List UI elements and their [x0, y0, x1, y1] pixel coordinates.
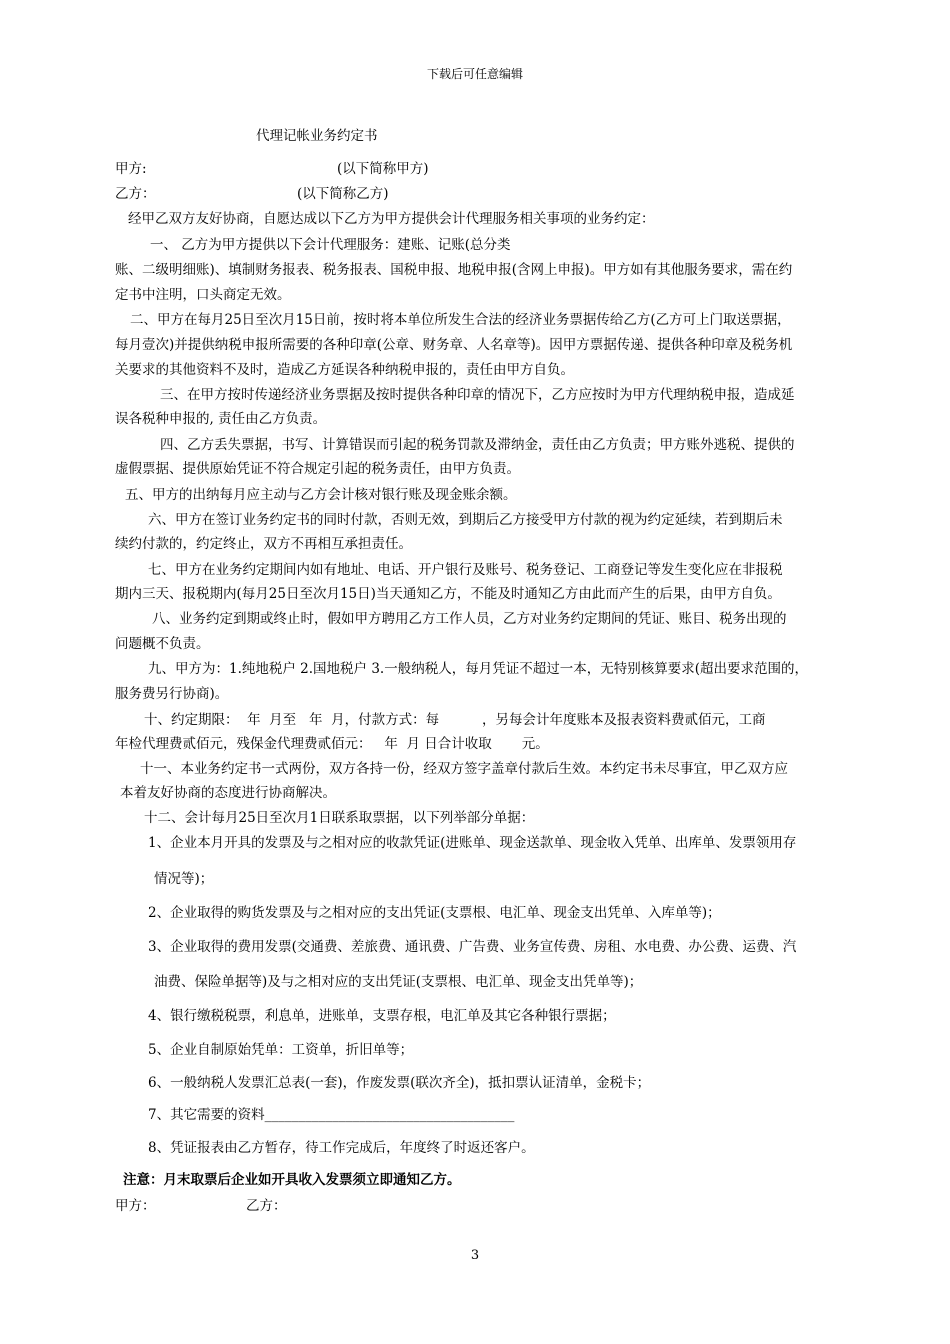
list-item-3-line-2: 油费、保险单据等)及与之相对应的支出凭证(支票根、电汇单、现金支出凭单等)； [154, 974, 643, 990]
note-text: 注意：月末取票后企业如开具收入发票须立即通知乙方。 [123, 1172, 461, 1188]
list-item-1-line-2: 情况等)； [154, 871, 214, 887]
clause-3-line-2: 误各税种申报的, 责任由乙方负责。 [115, 411, 327, 427]
clause-2-line-1: 二、甲方在每月25日至次月15日前，按时将本单位所发生合法的经济业务票据传给乙方(乙方可上门取送票据， [130, 312, 791, 328]
list-item-1-line-1: 1、企业本月开具的发票及与之相对应的收款凭证(进账单、现金送款单、现金收入凭单、出库单、发票领用存 [148, 835, 797, 851]
clause-10-line-2: 年检代理费贰佰元，残保金代理费贰佰元： 年 月 日合计收取 元。 [115, 736, 549, 752]
clause-5-line-1: 五、甲方的出纳每月应主动与乙方会计核对银行账及现金账余额。 [125, 487, 517, 503]
clause-11-line-1: 十一、本业务约定书一式两份，双方各持一份，经双方签字盖章付款后生效。本约定书未尽事宜，甲乙双方应 [140, 761, 788, 777]
party-b-label: 乙方： [115, 186, 156, 202]
clause-12-heading: 十二、会计每月25日至次月1日联系取票据，以下列举部分单据： [144, 810, 535, 826]
clause-3-line-1: 三、在甲方按时传递经济业务票据及按时提供各种印章的情况下，乙方应按时为甲方代理纳税申报，造成延 [160, 387, 795, 403]
clause-2-line-2: 每月壹次)并提供纳税申报所需要的各种印章(公章、财务章、人名章等)。因甲方票据传递、提供各种印章及税务机 [115, 337, 793, 353]
clause-2-line-3: 关要求的其他资料不及时，造成乙方延误各种纳税申报的，责任由甲方自负。 [115, 362, 574, 378]
list-item-8: 8、凭证报表由乙方暂存，待工作完成后，年度终了时返还客户。 [148, 1140, 535, 1156]
clause-4-line-1: 四、乙方丢失票据，书写、计算错误而引起的税务罚款及滞纳金，责任由乙方负责；甲方账外逃税、提供的 [160, 437, 795, 453]
clause-8-line-2: 问题概不负责。 [115, 636, 210, 652]
list-item-4: 4、银行缴税税票，利息单，进账单，支票存根，电汇单及其它各种银行票据； [148, 1008, 616, 1024]
clause-9-line-2: 服务费另行协商)。 [115, 686, 229, 702]
intro-paragraph: 经甲乙双方友好协商，自愿达成以下乙方为甲方提供会计代理服务相关事项的业务约定： [128, 211, 655, 227]
party-b-note: (以下简称乙方) [297, 186, 389, 202]
clause-8-line-1: 八、业务约定到期或终止时，假如甲方聘用乙方工作人员，乙方对业务约定期间的凭证、账目、税务出现的 [152, 611, 787, 627]
signature-party-b: 乙方： [246, 1198, 287, 1214]
party-a-note: (以下简称甲方) [337, 161, 429, 177]
list-item-3-line-1: 3、企业取得的费用发票(交通费、差旅费、通讯费、广告费、业务宣传费、房租、水电费、办公费、运费、汽 [148, 939, 797, 955]
list-item-5: 5、企业自制原始凭单：工资单，折旧单等； [148, 1042, 414, 1058]
page-number: 3 [470, 1248, 480, 1263]
list-item-2: 2、企业取得的购货发票及与之相对应的支出凭证(支票根、电汇单、现金支出凭单、入库单等)； [148, 905, 721, 921]
clause-9-line-1: 九、甲方为：1.纯地税户 2.国地税户 3.一般纳税人，每月凭证不超过一本，无特别核算要求(超出要求范围的， [148, 661, 808, 677]
clause-7-line-2: 期内三天、报税期内(每月25日至次月15日)当天通知乙方，不能及时通知乙方由此而产生的后果，由甲方自负。 [115, 586, 781, 602]
party-a-label: 甲方: [115, 161, 147, 177]
clause-7-line-1: 七、甲方在业务约定期间内如有地址、电话、开户银行及账号、税务登记、工商登记等发生变化应在非报税 [148, 562, 783, 578]
clause-1-line-3: 定书中注明，口头商定无效。 [115, 287, 291, 303]
clause-4-line-2: 虚假票据、提供原始凭证不符合规定引起的税务责任，由甲方负责。 [115, 461, 520, 477]
signature-party-a: 甲方： [115, 1198, 156, 1214]
clause-10-line-1: 十、约定期限： 年 月至 年 月，付款方式：每 ，另每会计年度账本及报表资料费贰佰元，工商 [144, 712, 766, 728]
clause-1-line-2: 账、二级明细账)、填制财务报表、税务报表、国税申报、地税申报(含网上申报)。甲方如有其他服务要求，需在约 [115, 262, 793, 278]
clause-6-line-1: 六、甲方在签订业务约定书的同时付款，否则无效，到期后乙方接受甲方付款的视为约定延续，若到期后未 [148, 512, 783, 528]
clause-6-line-2: 续约付款的，约定终止，双方不再相互承担责任。 [115, 536, 412, 552]
page-header: 下载后可任意编辑 [426, 67, 523, 81]
clause-1-line-1: 一、 乙方为甲方提供以下会计代理服务：建账、记账(总分类 [150, 237, 511, 253]
list-item-6: 6、一般纳税人发票汇总表(一套)，作废发票(联次齐全)，抵扣票认证清单，金税卡； [148, 1075, 651, 1091]
document-title: 代理记帐业务约定书 [256, 128, 378, 144]
clause-11-line-2: 本着友好协商的态度进行协商解决。 [120, 785, 336, 801]
list-item-7: 7、其它需要的资料_____________________________________ [148, 1107, 515, 1123]
